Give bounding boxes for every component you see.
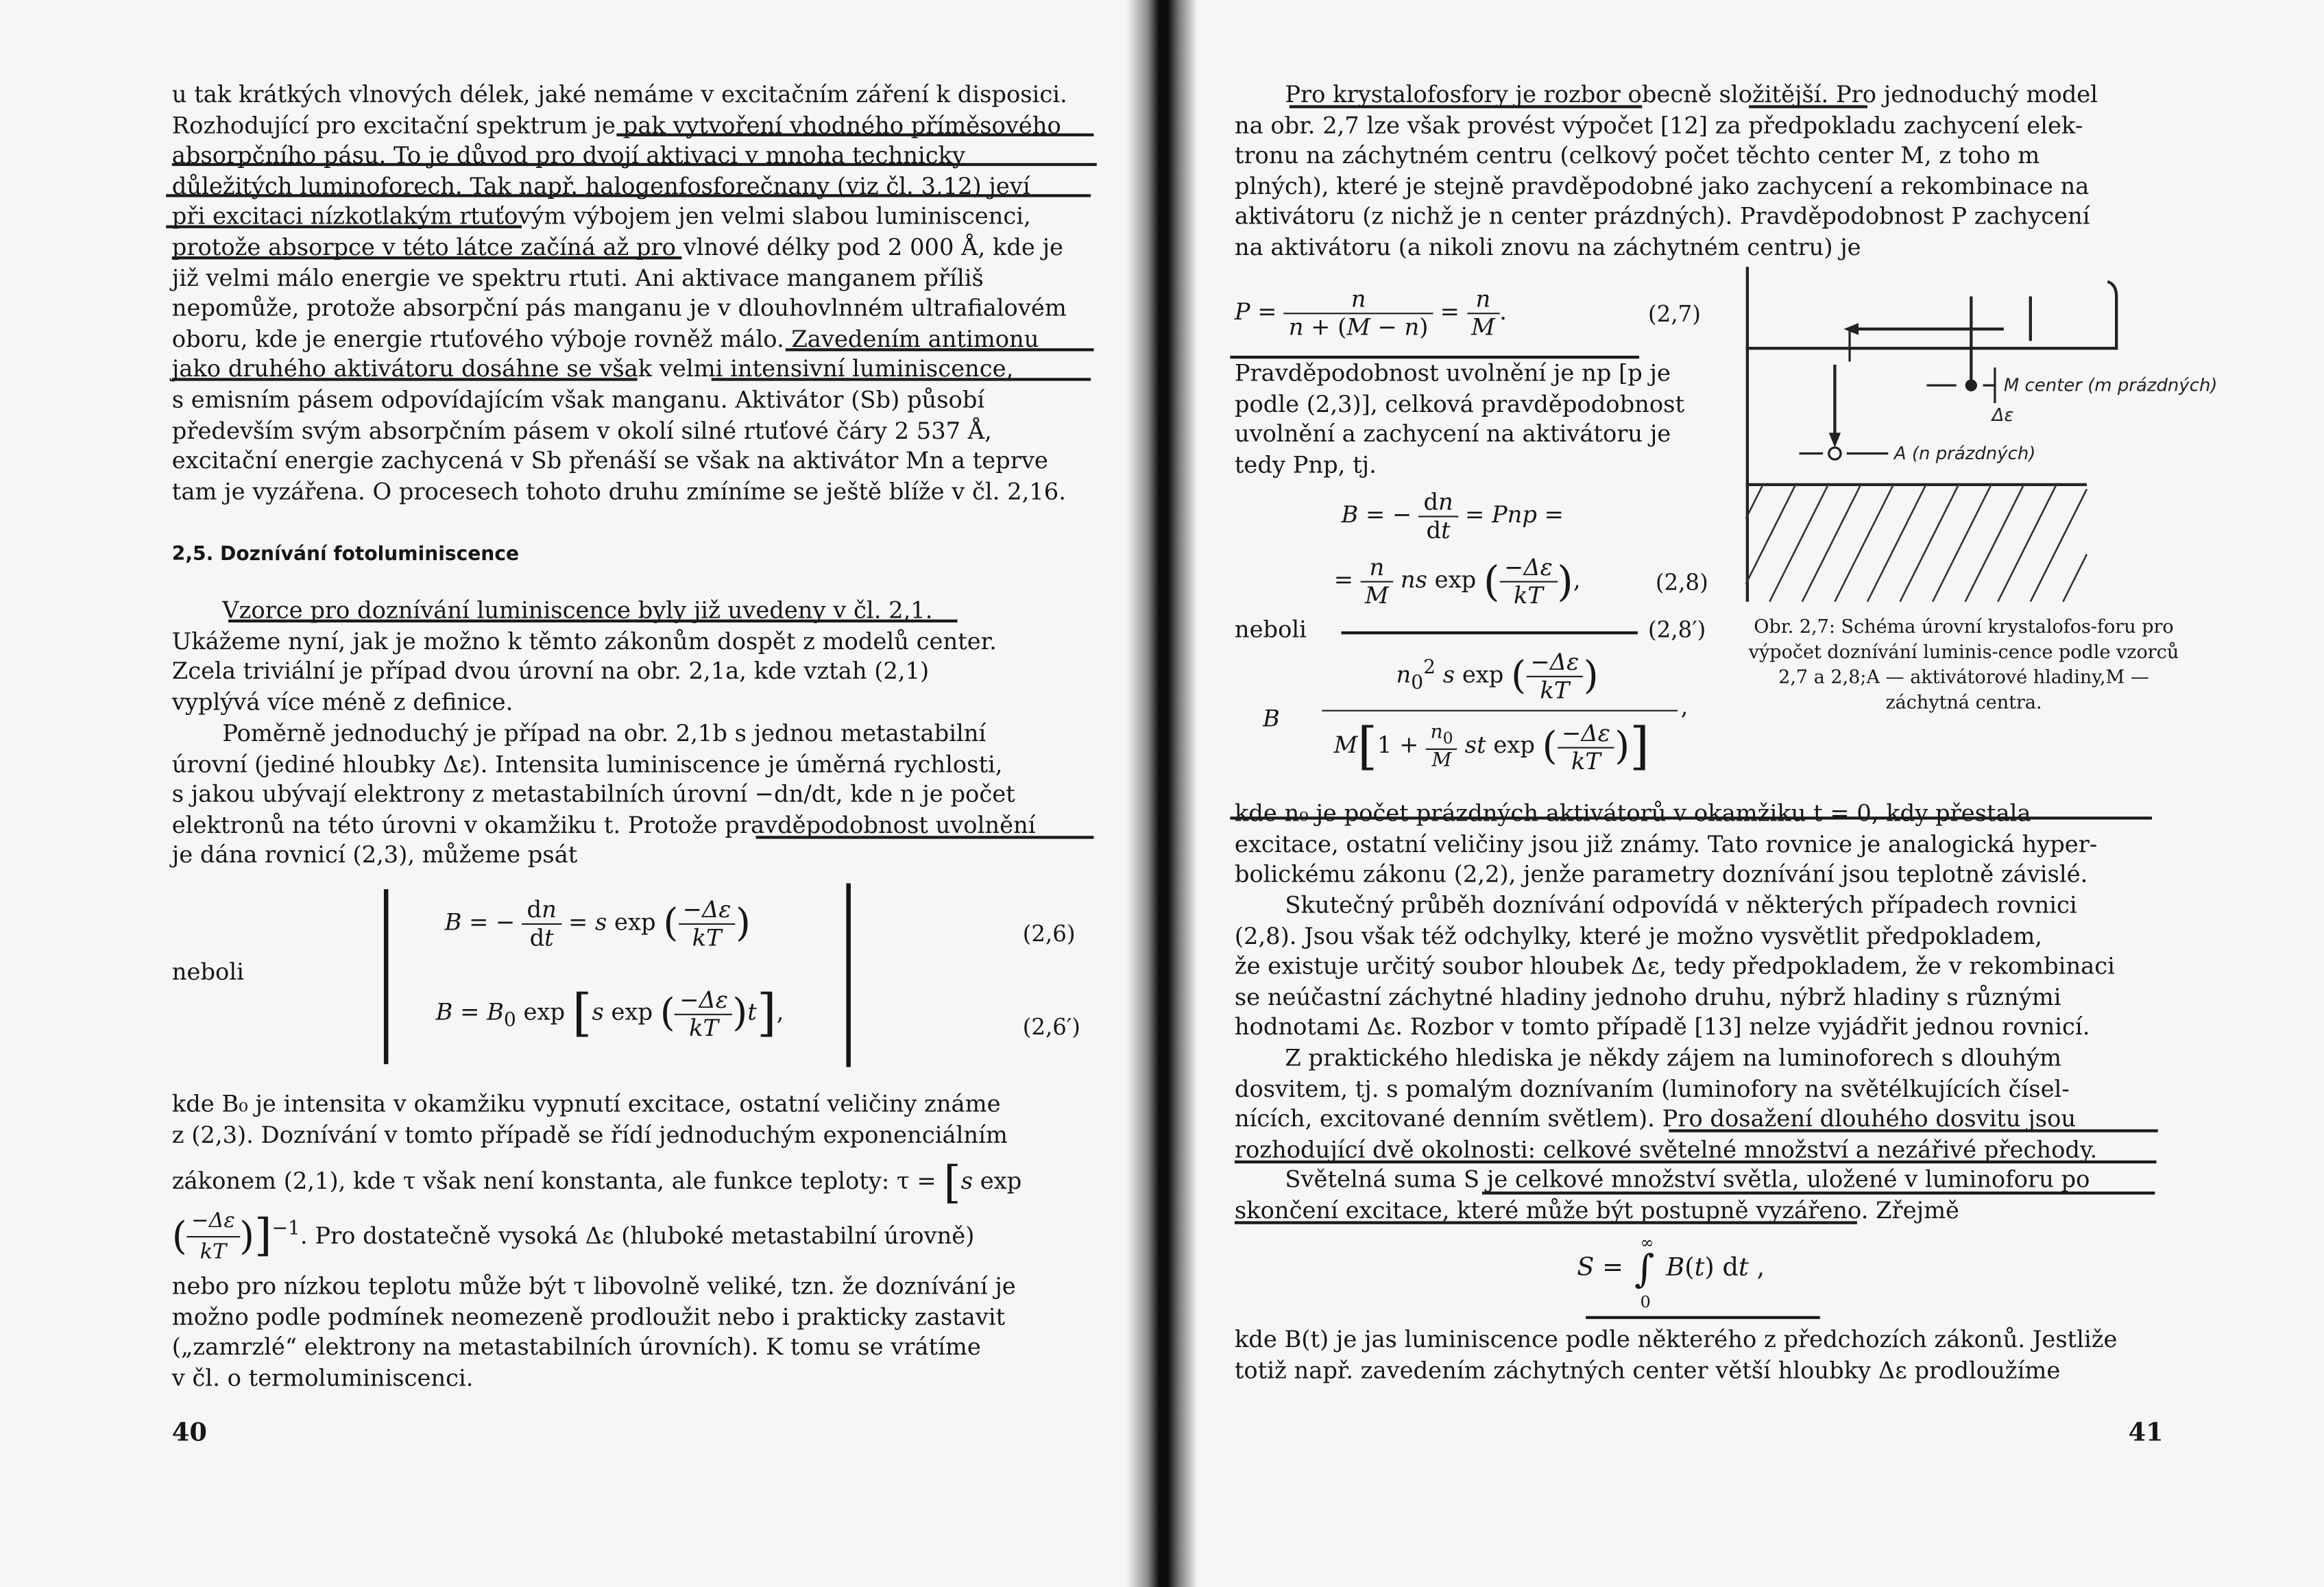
text-line: tedy Pnp, tj. (1234, 451, 1377, 478)
left-paragraph-3 (172, 719, 1088, 872)
text-line: elektronů na této úrovni v okamžiku t. Protože pravděpodobnost uvolnění (171, 812, 1036, 839)
text-line: absorpčního pásu. To je důvod pro dvojí aktivaci v mnoha technicky (171, 142, 966, 169)
right-paragraph-7 (1235, 1325, 2153, 1386)
text-line: cence podle vzorců 2,7 a 2,8; (1778, 640, 2179, 688)
text-line: tam je vyzářena. O procesech tohoto druhu zmíníme se ještě blíže v čl. 2,16. (171, 478, 1066, 505)
equation-2-6-prime: $B = B_0$ exp [s exp ( $\frac{-\Delta\varepsilon}{kT}$ )t], (435, 984, 784, 1043)
pen-underline (172, 163, 1097, 166)
text-line: bolickému zákonu (2,2), jenže parametry doznívání jsou teplotně závislé. (1234, 861, 2088, 888)
text-line: možno podle podmínek neomezeně prodloužit nebo i prakticky zastavit (171, 1303, 1006, 1331)
figure-caption (1741, 614, 2186, 714)
equation-2-8-line-2: = $\frac{n}{M}$ ns exp ( $\frac{-\Delta\varepsilon}{kT}$ ), (1333, 554, 1581, 609)
text-line: na aktivátoru (a nikoli znovu na záchytném centru) je (1234, 234, 1861, 261)
pen-underline (172, 256, 682, 259)
right-paragraph-5 (1235, 1043, 2153, 1165)
text-line: s jakou ubývají elektrony z metastabilních úrovní −dn/dt, kde n je počet (171, 781, 1015, 808)
text-line: plných), které je stejně pravděpodobné jako zachycení a rekombinace na (1234, 173, 2090, 200)
left-neboli: neboli (171, 958, 244, 986)
text-line: aktivátoru (z nichž je n center prázdných). Pravděpodobnost P zachycení (1234, 203, 2090, 230)
pen-underline (712, 378, 1091, 380)
energy-level-diagram (1734, 267, 2223, 607)
text-line: se neúčastní záchytné hladiny jednoho druhu, nýbrž hladiny s různými (1234, 984, 2061, 1010)
right-paragraph-2 (1235, 359, 1712, 481)
text-line: že existuje určitý soubor hloubek Δε, tedy předpokladem, že v rekombinaci (1234, 953, 2115, 980)
text-line: foru pro výpočet doznívání luminis- (1748, 615, 2174, 663)
label-a: A (n prázdných) (1893, 444, 2036, 465)
text-line: Rozhodující pro excitační spektrum je pak vytvoření vhodného příměsového (171, 112, 1061, 139)
text-line: Zcela triviální je případ dvou úrovní na obr. 2,1a, kde vztah (2,1) (171, 658, 930, 686)
text-line: Skutečný průběh doznívání odpovídá v některých případech rovnici (1285, 892, 2077, 919)
pen-underline (228, 620, 958, 622)
equation-2-8-prime-number: (2,8′) (1648, 616, 1706, 644)
text-line: Obr. 2,7: Schéma úrovní krystalofos- (1754, 615, 2098, 638)
book-gutter (1126, 0, 1198, 1587)
text-line: kde n₀ je počet prázdných aktivátorů v okamžiku t = 0, kdy přestala (1234, 800, 2031, 827)
equation-light-sum: S = ∞ ∫ 0 B(t) dt , (1577, 1233, 1765, 1312)
pen-underline (1342, 631, 1638, 634)
text-line: rozhodující dvě okolnosti: celkové světelné množství a nezářivé přechody. (1234, 1136, 2098, 1163)
text-line: Vzorce pro doznívání luminiscence byly již uvedeny v čl. 2,1. (222, 597, 933, 625)
text-line: s emisním pásem odpovídajícím však manganu. Aktivátor (Sb) působí (171, 387, 985, 414)
text-line: při excitaci nízkotlakým rtuťovým výbojem jen velmi slabou luminiscenci, (171, 203, 1031, 230)
pen-underline (1290, 105, 1643, 108)
left-page-number: 40 (171, 1418, 207, 1449)
text-line: Pravděpodobnost uvolnění je np [p je (1234, 360, 1671, 387)
left-paragraph-6 (172, 1272, 1088, 1394)
pen-underline (1482, 1191, 2155, 1194)
label-m-center: M center (m prázdných) (2003, 375, 2218, 396)
right-paragraph-6 (1235, 1165, 2153, 1226)
text-line: podle (2,3)], celková pravděpodobnost (1234, 390, 1685, 417)
text-line: jako druhého aktivátoru dosáhne se však velmi intensivní luminiscence, (171, 356, 1014, 383)
text-line: uvolnění a zachycení na aktivátoru je (1234, 421, 1671, 448)
pen-underline (1230, 816, 2152, 819)
text-line: Světelná suma S je celkové množství světla, uložené v luminoforu po (1285, 1166, 2090, 1194)
text-line: Poměrně jednoduchý je případ na obr. 2,1b s jednou metastabilní (222, 720, 987, 747)
text-line: Pro krystalofosfory je rozbor obecně složitější. Pro jednoduchý model (1285, 81, 2098, 108)
equation-2-7-number: (2,7) (1648, 300, 1701, 328)
pen-underline (1669, 1129, 2157, 1132)
text-line: vyplývá více méně z definice. (171, 688, 513, 716)
text-line: nepomůže, protože absorpční pás manganu je v dlouhovlnném ultrafialovém (171, 295, 1067, 322)
right-page-number: 41 (2128, 1418, 2164, 1449)
text-line: protože absorpce v této látce začíná až pro vlnové délky pod 2 000 Å, kde je (171, 234, 1064, 261)
pen-underline (166, 226, 522, 228)
text-line: nících, excitované denním světlem). Pro dosažení dlouhého dosvitu jsou (1234, 1106, 2077, 1133)
pen-underline (786, 348, 1094, 351)
text-line: nebo pro nízkou teplotu může být τ libovolně veliké, tzn. že doznívání je (171, 1273, 1016, 1300)
text-line: kde B(t) je jas luminiscence podle některého z předchozích zákonů. Jestliže (1234, 1326, 2118, 1353)
left-paragraph-5: zákonem (2,1), kde τ však není konstanta, ale funkce teploty: τ = [s exp ( $\frac{-\Delta\varepsilon}{kT}$ )]$^{-1}$. Pro dostatečně vysoká Δε (hluboké metastabilní úrovně) (172, 1166, 1088, 1268)
pen-bracket-right (846, 883, 850, 1067)
left-paragraph-2 (172, 596, 1088, 718)
para5-line-1: zákonem (2,1), kde τ však není konstanta, ale funkce teploty: τ = (171, 1167, 936, 1195)
right-paragraph-3 (1235, 799, 2153, 891)
equation-2-7: P = $\frac{n}{n + (M - n)}$ = $\frac{n}{M}$ . (1234, 286, 1507, 341)
pen-underline (1586, 1316, 1820, 1319)
text-line: oboru, kde je energie rtuťového výboje rovněž málo. Zavedením antimonu (171, 326, 1039, 352)
pen-underline (1235, 1221, 1857, 1224)
pen-underline (166, 194, 1091, 197)
left-paragraph-1 (172, 80, 1088, 507)
pen-underline (756, 836, 1094, 838)
text-line: (2,8). Jsou však též odchylky, které je možno vysvětlit předpokladem, (1234, 922, 2043, 949)
text-line: z (2,3). Doznívání v tomto případě se řídí jednoduchým exponenciálním (171, 1121, 1008, 1148)
equation-2-6-number: (2,6) (1022, 920, 1076, 947)
equation-2-6: B = − $\frac{dn}{dt}$ = s exp ( $\frac{-\Delta\varepsilon}{kT}$ ) (444, 896, 751, 952)
text-line: excitace, ostatní veličiny jsou již známy. Tato rovnice je analogická hyper- (1234, 830, 2098, 858)
label-delta-epsilon: Δε (1992, 404, 2014, 426)
equation-2-8-number: (2,8) (1655, 569, 1708, 596)
text-line: hodnotami Δε. Rozbor v tomto případě [13] nelze vyjádřit jednou rovnicí. (1234, 1014, 2090, 1041)
text-line: již velmi málo energie ve spektru rtuti. Ani aktivace manganem příliš (171, 265, 984, 291)
text-line: tronu na záchytném centru (celkový počet těchto center M, z toho m (1234, 142, 2040, 169)
para5-line-2: Pro dostatečně vysoká Δε (hluboké metastabilní úrovně) (315, 1222, 975, 1249)
text-line: excitační energie zachycená v Sb přenáší se však na aktivátor Mn a teprve (171, 448, 1048, 475)
text-line: Ukážeme nyní, jak je možno k těmto zákonům dospět z modelů center. (171, 627, 997, 655)
equation-2-8-line-1: B = − $\frac{dn}{dt}$ = Pnp = (1341, 489, 1564, 544)
text-line: („zamrzlé“ elektrony na metastabilních úrovních). K tomu se vrátíme (171, 1334, 981, 1361)
text-line: skončení excitace, které může být postupně vyzářeno. Zřejmě (1234, 1196, 1960, 1224)
text-line: u tak krátkých vlnových délek, jaké nemáme v excitačním záření k disposici. (171, 81, 1067, 108)
pen-underline (1749, 105, 1867, 108)
text-line: v čl. o termoluminiscenci. (171, 1364, 474, 1392)
pen-underline (1230, 356, 1639, 359)
text-line: úrovní (jediné hloubky Δε). Intensita luminiscence je úměrná rychlosti, (171, 751, 1003, 778)
text-line: M — záchytná centra. (1885, 665, 2149, 713)
text-line: důležitých luminoforech. Tak např. halogenfosforečnany (viz čl. 3,12) jeví (171, 173, 1030, 200)
text-line: Z praktického hlediska je někdy zájem na luminoforech s dlouhým (1285, 1045, 2061, 1072)
pen-bracket-left (384, 889, 388, 1064)
equation-2-6-prime-number: (2,6′) (1022, 1013, 1080, 1041)
text-line: na obr. 2,7 lze však provést výpočet [12] za předpokladu zachycení elek- (1234, 112, 2083, 139)
right-paragraph-4 (1235, 891, 2153, 1043)
section-heading: 2,5. Doznívání fotoluminiscence (171, 544, 520, 566)
text-line: dosvitem, tj. s pomalým doznívaním (luminofory na světélkujících čísel- (1234, 1075, 2070, 1102)
text-line: je dána rovnicí (2,3), můžeme psát (171, 842, 578, 869)
text-line: kde B₀ je intensita v okamžiku vypnutí excitace, ostatní veličiny známe (171, 1091, 1001, 1118)
pen-underline (172, 378, 638, 380)
text-line: totiž např. zavedením záchytných center větší hloubky Δε prodloužíme (1234, 1357, 2061, 1384)
pen-underline (1235, 1161, 2157, 1163)
text-line: především svým absorpčním pásem v okolí silné rtuťové čáry 2 537 Å, (171, 417, 992, 444)
left-paragraph-4 (172, 1089, 1088, 1150)
text-line: A — aktivátorové hladiny, (1866, 665, 2106, 688)
right-neboli: neboli (1234, 616, 1307, 644)
pen-underline (616, 134, 1093, 136)
